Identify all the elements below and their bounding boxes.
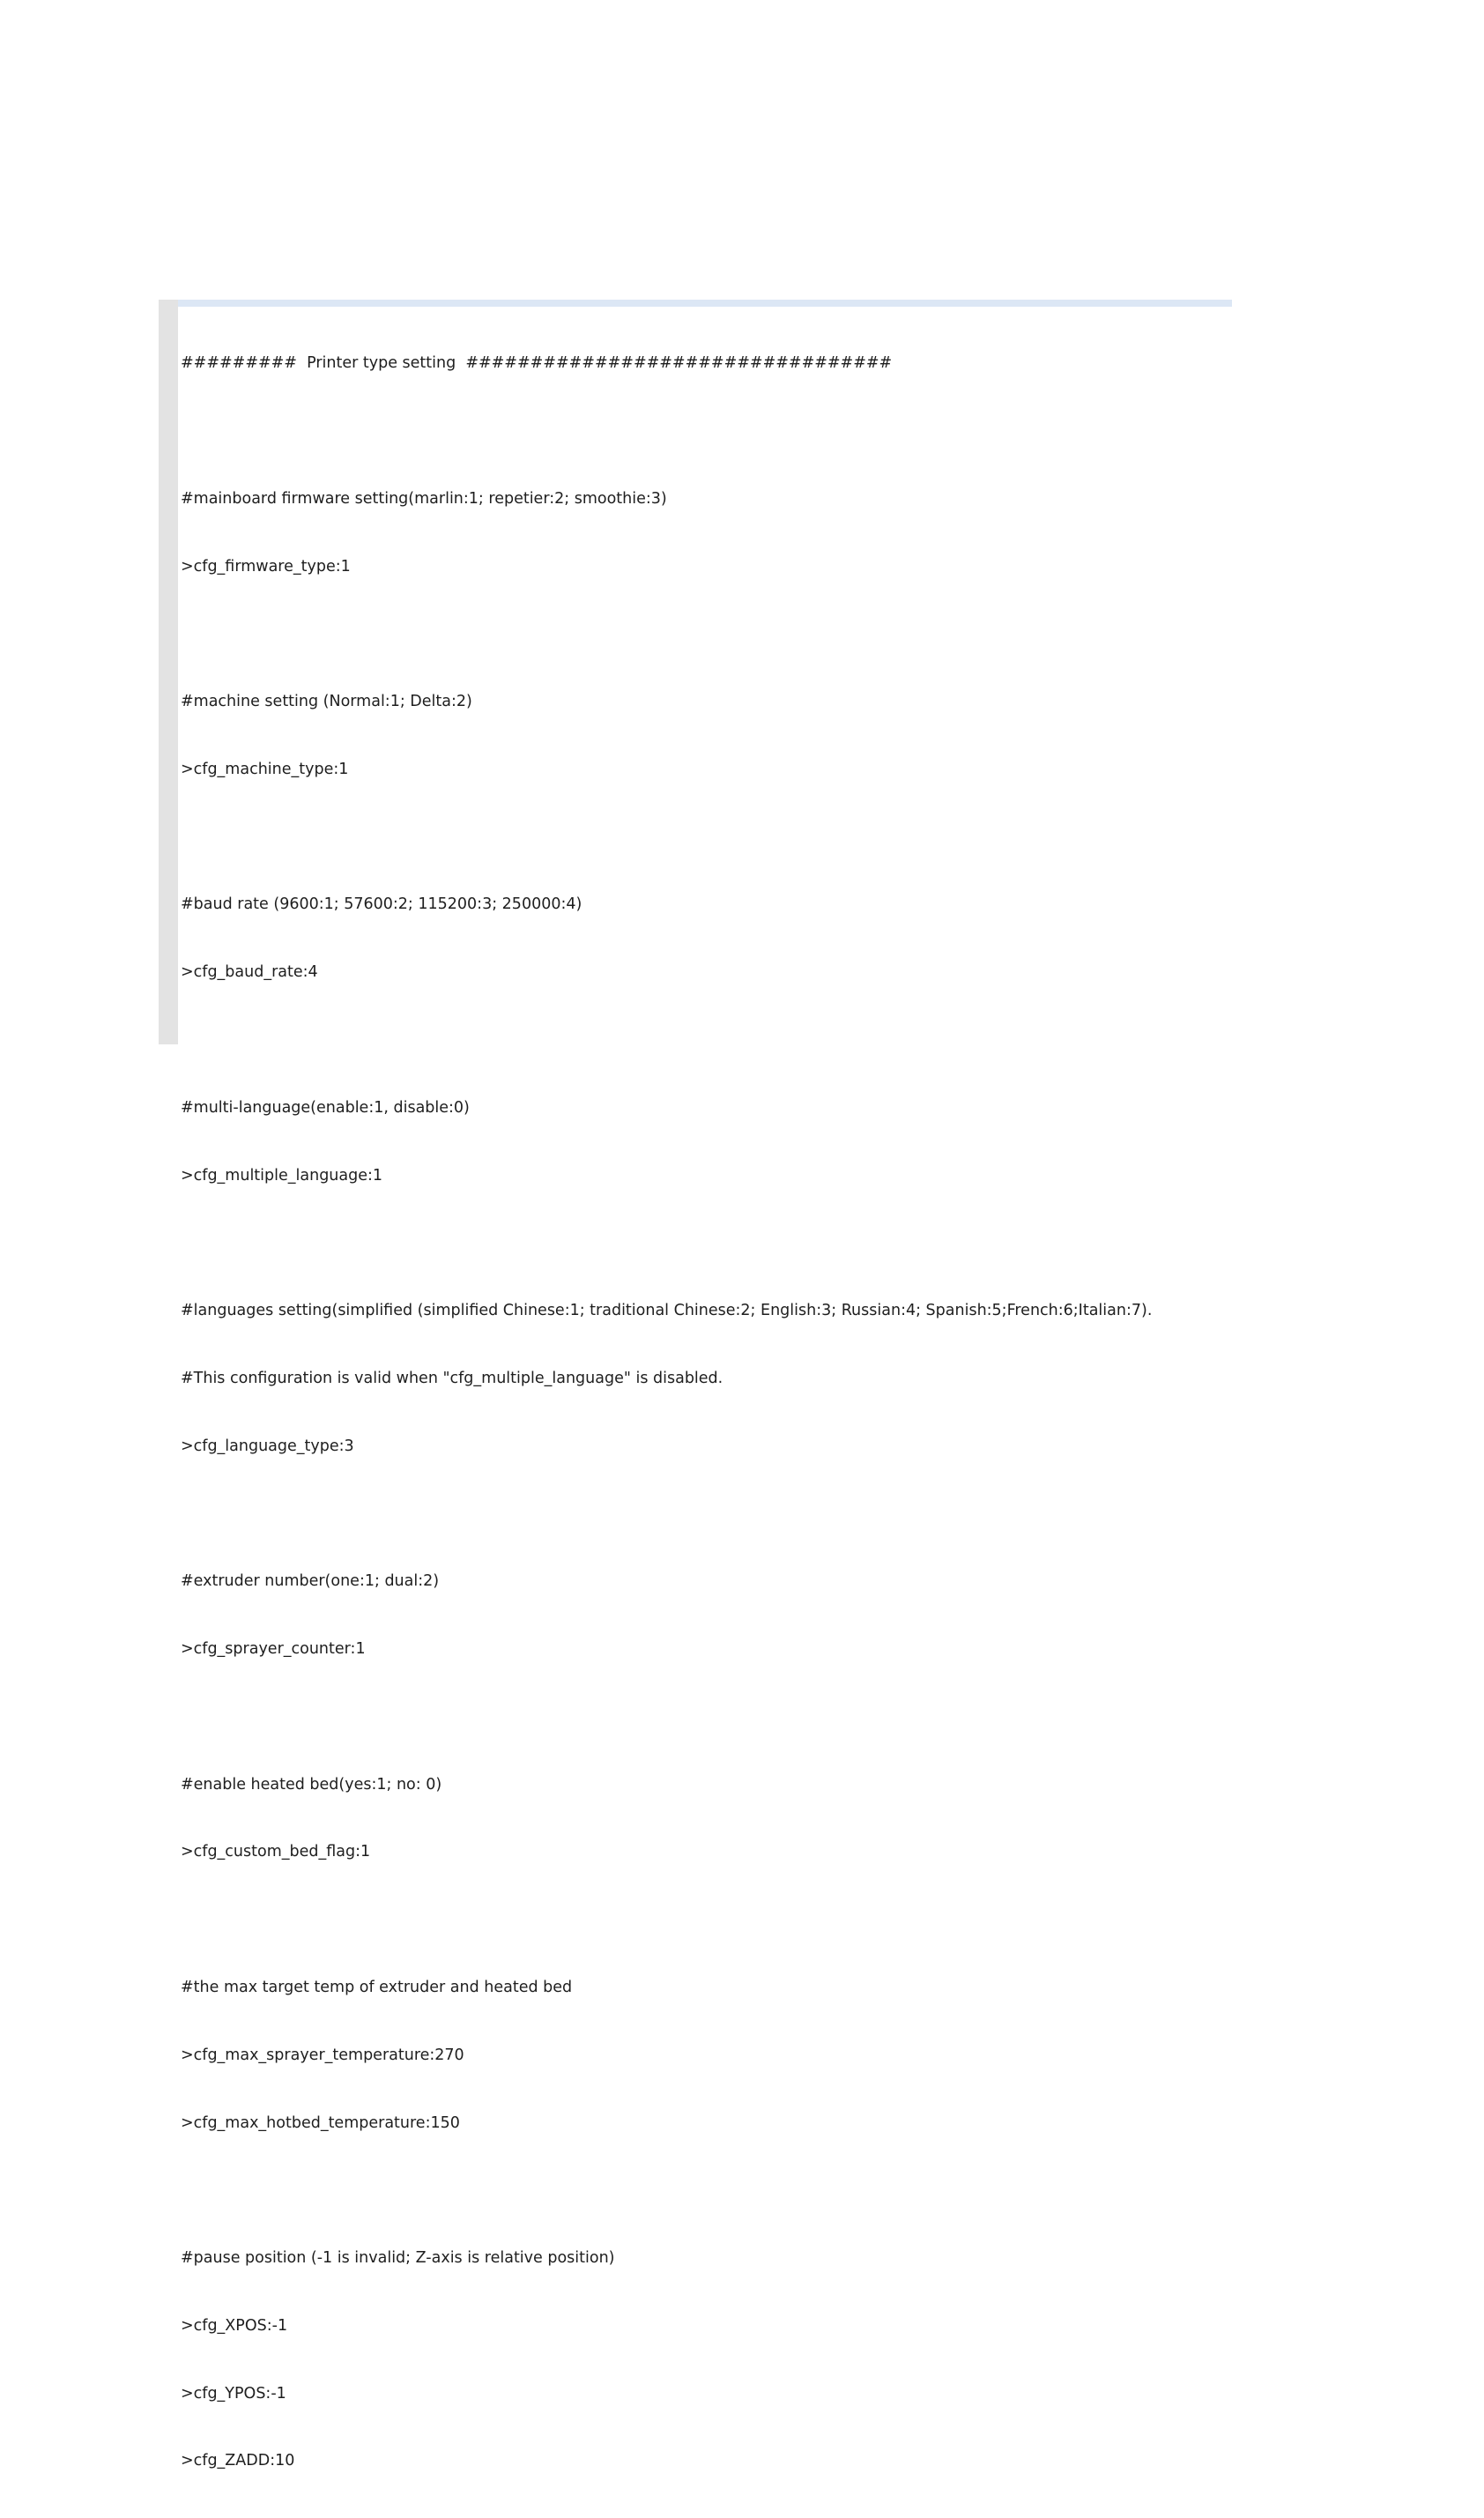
comment-line: #mainboard firmware setting(marlin:1; repetier:2; smoothie:3): [181, 489, 667, 508]
setting-line: >cfg_machine_type:1: [181, 760, 349, 778]
comment-line: #baud rate (9600:1; 57600:2; 115200:3; 250000:4): [181, 895, 582, 914]
setting-line: >cfg_YPOS:-1: [181, 2384, 286, 2403]
comment-line: #multi-language(enable:1, disable:0): [181, 1098, 470, 1117]
comment-line: #languages setting(simplified (simplified Chinese:1; traditional Chinese:2; English:3; Russian:4; Spanish:5;French:6;Italian:7).: [181, 1302, 1153, 1320]
setting-line: >cfg_max_sprayer_temperature:270: [181, 2046, 464, 2064]
blank-line: [181, 420, 1152, 443]
setting-line: >cfg_XPOS:-1: [181, 2316, 288, 2335]
setting-line: >cfg_multiple_language:1: [181, 1166, 383, 1185]
blank-line: [181, 1029, 1152, 1052]
section-header-line: ######### Printer type setting #################################: [181, 354, 893, 373]
blank-line: [181, 623, 1152, 646]
blank-line: [181, 1706, 1152, 1729]
comment-line: #the max target temp of extruder and heated bed: [181, 1978, 573, 1996]
setting-line: >cfg_firmware_type:1: [181, 557, 351, 576]
comment-line: #enable heated bed(yes:1; no: 0): [181, 1775, 442, 1794]
comment-line: #pause position (-1 is invalid; Z-axis is relative position): [181, 2249, 615, 2268]
blank-line: [181, 2180, 1152, 2202]
editor-top-border: [178, 300, 1232, 307]
comment-line: #This configuration is valid when "cfg_multiple_language" is disabled.: [181, 1369, 723, 1387]
editor-gutter: [159, 300, 178, 1044]
blank-line: [181, 1232, 1152, 1255]
config-text: [181, 308, 1152, 2518]
blank-line: [181, 827, 1152, 850]
setting-line: >cfg_ZADD:10: [181, 2452, 295, 2470]
config-file-screenshot: [159, 300, 1232, 2470]
setting-line: >cfg_custom_bed_flag:1: [181, 1843, 371, 1861]
setting-line: >cfg_max_hotbed_temperature:150: [181, 2113, 460, 2132]
setting-line: >cfg_sprayer_counter:1: [181, 1640, 366, 1659]
blank-line: [181, 1503, 1152, 1526]
setting-line: >cfg_baud_rate:4: [181, 963, 318, 982]
comment-line: #machine setting (Normal:1; Delta:2): [181, 693, 472, 711]
blank-line: [181, 1909, 1152, 1932]
comment-line: #extruder number(one:1; dual:2): [181, 1572, 440, 1591]
setting-line: >cfg_language_type:3: [181, 1437, 354, 1455]
